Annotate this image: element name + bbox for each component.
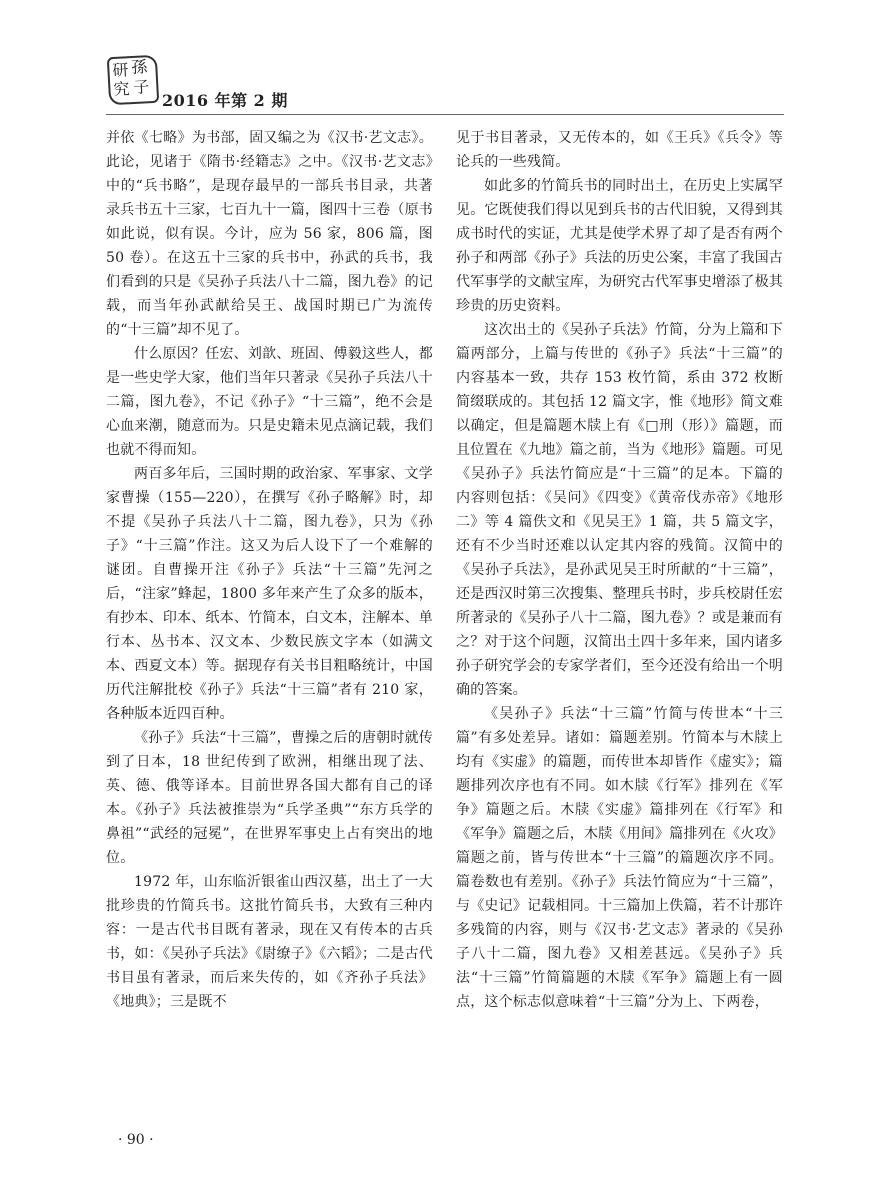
paragraph: 这次出土的《吴孙子兵法》竹简，分为上篇和下篇两部分，上篇与传世的《孙子》兵法“十三篇”的内容基本一致，共存 153 枚竹简，系由 372 枚断简缀联成的。其包括 12 篇文字，惟《地形》简文难以确定，但是篇题木牍上有《□刑（形）》篇题，而且位置在《九地》篇之前，当为《地形》篇题。可见《吴孙子》兵法竹简应是“十三篇”的足本。下篇的内容则包括：《吴问》《四变》《黄帝伐赤帝》《地形二》等 4 篇佚文和《见吴王》1 篇，共 5 篇文字，还有不少当时还难以认定其内容的残简。汉简中的《吴孙子兵法》，是孙武见吴王时所献的“十三篇”，还是西汉时第三次搜集、整理兵书时，步兵校尉任宏所著录的《吴孙子八十二篇，图九卷》？或是兼而有之？对于这个问题，汉简出土四十多年来，国内诸多孙子研究学会的专家学者们，至今还没有给出一个明确的答案。 bbox=[456, 322, 783, 698]
paragraph: 如此多的竹简兵书的同时出土，在历史上实属罕见。它既使我们得以见到兵书的古代旧貌，又得到其成书时代的实证，尤其是使学术界了却了是否有两个孙子和两部《孙子》兵法的历史公案，丰富了我国古代军事学的文献宝库，为研究古代军事史增添了极其珍贵的历史资料。 bbox=[456, 178, 783, 314]
logo-char: 子 bbox=[132, 77, 150, 97]
logo-char: 孫 bbox=[130, 57, 148, 78]
paragraph: 1972 年，山东临沂银雀山西汉墓，出土了一大批珍贵的竹简兵书。这批竹简兵书，大致有三种内容：一是古代书目既有著录，现在又有传本的古兵书，如：《吴孙子兵法》《尉缭子》《六韬》；二是古代书目虽有著录，而后来失传的，如《齐孙子兵法》《地典》；三是既不 bbox=[106, 874, 433, 1010]
right-column bbox=[456, 126, 783, 1014]
paragraph: 两百多年后，三国时期的政治家、军事家、文学家曹操（155—220），在撰写《孙子略解》时，却不提《吴孙子兵法八十二篇，图九卷》，只为《孙子》“十三篇”作注。这又为后人设下了一个难解的谜团。自曹操开注《孙子》兵法“十三篇”先河之后，“注家”蜂起，1800 多年来产生了众多的版本，有抄本、印本、纸本、竹简本，白文本，注解本、单行本、丛书本、汉文本、少数民族文字本（如满文本、西夏文本）等。据现存有关书目粗略统计，中国历代注解批校《孙子》兵法“十三篇”者有 210 家，各种版本近四百种。 bbox=[106, 466, 433, 722]
page-number: · 90 · bbox=[118, 1132, 154, 1148]
logo-char: 研 bbox=[111, 60, 129, 81]
paragraph: 《吴孙子》兵法“十三篇”竹简与传世本“十三篇”有多处差异。诸如：篇题差别。竹简本与木牍上均有《实虚》的篇题，而传世本却皆作《虚实》；篇题排列次序也有不同。如木牍《行军》排列在《军争》篇题之后。木牍《实虚》篇排列在《行军》和《军争》篇题之后，木牍《用间》篇排列在《火攻》篇题之前，皆与传世本“十三篇”的篇题次序不同。篇卷数也有差别。《孙子》兵法竹简应为“十三篇”，与《史记》记载相同。十三篇加上佚篇，若不计那许多残简的内容，则与《汉书·艺文志》著录的《吴孙子八十二篇，图九卷》又相差甚远。《吴孙子》兵法“十三篇”竹简篇题的木牍《军争》篇题上有一圆点，这个标志似意味着“十三篇”分为上、下两卷， bbox=[456, 706, 783, 1010]
left-column bbox=[106, 126, 433, 1014]
paragraph: 什么原因？任宏、刘歆、班固、傅毅这些人，都是一些史学大家，他们当年只著录《吴孙子兵法八十二篇，图九卷》，不记《孙子》“十三篇”，绝不会是心血来潮，随意而为。只是史籍未见点滴记载，我们也就不得而知。 bbox=[106, 346, 433, 458]
journal-logo bbox=[107, 55, 159, 106]
logo-char: 究 bbox=[112, 79, 130, 100]
paragraph: 并依《七略》为书部，固又编之为《汉书·艺文志》。此论，见诸于《隋书·经籍志》之中。《汉书·艺文志》中的“兵书略”，是现存最早的一部兵书目录，共著录兵书五十三家，七百九十一篇，图四十三卷（原书如此说，似有误。今计，应为 56 家，806 篇，图 50 卷）。在这五十三家的兵书中，孙武的兵书，我们看到的只是《吴孙子兵法八十二篇，图九卷》的记载，而当年孙武献给吴王、战国时期已广为流传的“十三篇”却不见了。 bbox=[106, 130, 433, 338]
issue-label: 2016 年第 2 期 bbox=[162, 91, 288, 110]
paragraph: 《孙子》兵法“十三篇”，曹操之后的唐朝时就传到了日本，18 世纪传到了欧洲，相继出现了法、英、德、俄等译本。目前世界各国大都有自己的译本。《孙子》兵法被推崇为“兵学圣典”“东方兵学的鼻祖”“武经的冠冕”，在世界军事史上占有突出的地位。 bbox=[106, 730, 433, 866]
header-rule bbox=[106, 114, 784, 115]
paragraph: 见于书目著录，又无传本的，如《王兵》《兵令》等论兵的一些残简。 bbox=[456, 130, 783, 170]
